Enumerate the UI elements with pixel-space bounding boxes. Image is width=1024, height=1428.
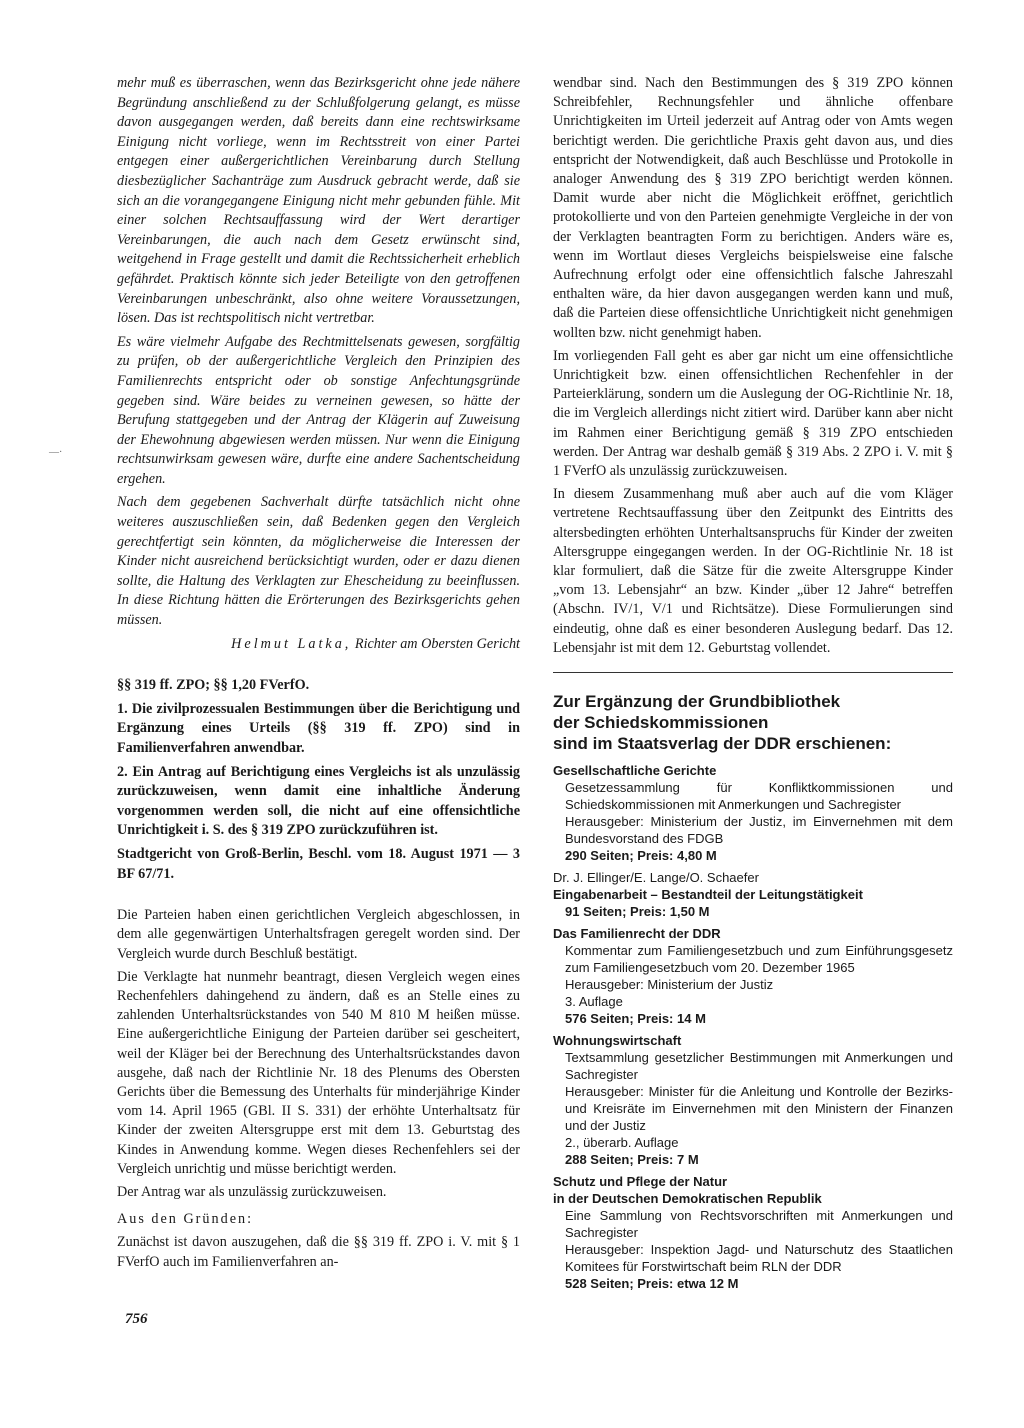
- left-column: [117, 74, 520, 1276]
- book-price: 288 Seiten; Preis: 7 M: [565, 1152, 699, 1168]
- book-price: 528 Seiten; Preis: etwa 12 M: [565, 1276, 739, 1292]
- commentary-paragraph: Es wäre vielmehr Aufgabe des Rechtmittelsenats gewesen, sorgfältig zu prüfen, ob der außergerichtliche Vergleich den Prinzipien des Familienrechts entspricht oder ob sonstige Anfechtungsgründe gegeben sind. Wäre beides zu verneinen gewesen, so hätte der Berufung stattgegeben und der Antrag der Klägerin auf Zuweisung der Ehewohnung abgewiesen werden müssen. Nur wenn die Einigung rechtsunwirksam gewesen wäre, durfte eine andere Sachentscheidung ergehen.: [117, 333, 520, 487]
- commentary-paragraph: mehr muß es überraschen, wenn das Bezirksgericht ohne jede nähere Begründung anschließend zu der Schlußfolgerung gelangt, es müsse davon ausgegangen werden, daß bereits dann eine rechtswirksame Einigung nicht vorliege, wenn im Rechtsstreit von einer Partei entgegen einer außergerichtlichen Vereinbarung durch Stellung diesbezüglicher Sachanträge zum Ausdruck gebracht werde, daß sie sich an die vorangegangene Einigung nicht mehr gebunden fühle. Mit einer solchen Rechtsauffassung wird der Wert derartiger Vereinbarungen, die auch nach dem Gesetz erwünscht sind, weitgehend in Frage gestellt und damit die Rechtssicherheit erheblich gefährdet. Praktisch könnte sich jeder Beteiligte von den getroffenen Vereinbarungen unbeschränkt, also ohne weitere Voraussetzungen, lösen. Das ist rechtspolitisch nicht vertretbar.: [117, 75, 520, 327]
- book-edition: 2., überarb. Auflage: [565, 1135, 679, 1151]
- book-entry: [553, 762, 953, 864]
- book-subtitle: in der Deutschen Demokratischen Republik: [553, 1191, 822, 1207]
- book-title: Eingabenarbeit – Bestandteil der Leitungstätigkeit: [553, 887, 863, 903]
- book-entry: [553, 1173, 953, 1292]
- advertisement: [553, 691, 953, 1292]
- headnote: 1. Die zivilprozessualen Bestimmungen über die Berichtigung und Ergänzung eines Urteils (§§ 319 ff. ZPO) sind in Familienverfahren anwendbar.: [117, 700, 520, 756]
- section-heading: Aus den Gründen:: [117, 1211, 254, 1228]
- advert-title: Zur Ergänzung der Grundbibliothek der Schiedskommissionen sind im Staatsverlag der DDR erschienen:: [553, 692, 892, 754]
- book-description: Gesetzessammlung für Konfliktkommissionen und Schiedskommissionen mit Anmerkungen und Sachregister: [565, 780, 953, 813]
- author-name: Helmut Latka,: [231, 635, 352, 652]
- book-description: Kommentar zum Familiengesetzbuch und zum Einführungsgesetz zum Familiengesetzbuch vom 20. Dezember 1965: [565, 943, 953, 976]
- body-paragraph: Der Antrag war als unzulässig zurückzuweisen.: [117, 1184, 387, 1200]
- book-publisher: Herausgeber: Ministerium der Justiz: [565, 977, 774, 993]
- body-paragraph: Die Parteien haben einen gerichtlichen Vergleich abgeschlossen, in dem alle gegenwärtigen Unterhaltsfragen geregelt worden sind. Der Vergleich wurde durch Beschluß bestätigt.: [117, 907, 520, 962]
- book-description: Eine Sammlung von Rechtsvorschriften mit Anmerkungen und Sachregister: [565, 1208, 953, 1241]
- book-title: Schutz und Pflege der Natur: [553, 1174, 728, 1190]
- book-entry: [553, 925, 953, 1027]
- book-entry: [553, 869, 953, 920]
- book-price: 576 Seiten; Preis: 14 M: [565, 1011, 706, 1027]
- book-publisher: Herausgeber: Ministerium der Justiz, im Einvernehmen mit dem Bundesvorstand des FDGB: [565, 814, 953, 847]
- body-paragraph: Im vorliegenden Fall geht es aber gar nicht um eine offensichtliche Unrichtigkeit bzw. einen offensichtlichen Rechenfehler in der Parteierklärung, sondern um die Auslegung der OG-Richtlinie Nr. 18, die im Vergleich allerdings nicht zitiert wird. Darüber kann aber nicht im Rahmen einer Berichtigung gemäß § 319 ZPO entschieden werden. Der Antrag war deshalb gemäß § 319 Abs. 2 ZPO i. V. mit § 1 FVerfO als unzulässig zurückzuweisen.: [553, 347, 953, 480]
- book-title: Wohnungswirtschaft: [553, 1033, 682, 1049]
- book-title: Gesellschaftliche Gerichte: [553, 763, 717, 779]
- book-title: Das Familienrecht der DDR: [553, 926, 721, 942]
- author-title: Richter am Obersten Gericht: [351, 635, 520, 652]
- commentary-signature: [117, 635, 520, 655]
- page-number: 756: [125, 1311, 148, 1327]
- divider: [553, 672, 953, 673]
- headnote: 2. Ein Antrag auf Berichtigung eines Vergleichs ist als unzulässig zurückzuweisen, wenn damit eine inhaltliche Änderung vorgenommen werden soll, die nicht auf eine offensichtliche Unrichtigkeit i. S. des § 319 ZPO zurückzuführen ist.: [117, 763, 520, 839]
- body-paragraph: wendbar sind. Nach den Bestimmungen des § 319 ZPO können Schreibfehler, Rechnungsfehler und ähnliche offenbare Unrichtigkeiten im Urteil jederzeit auf Antrag oder von Amts wegen berichtigt werden. Die gerichtliche Praxis geht davon aus, und dies entspricht der Notwendigkeit, daß auch Beschlüsse und Protokolle in analoger Anwendung des § 319 ZPO berichtigt werden können. Damit wurde aber nicht die Möglichkeit eröffnet, gerichtlich protokollierte und von den Parteien genehmigte Vergleiche in der von der Verklagten beantragten Form zu berichtigen. Anders wäre es, wenn im Wortlaut dieses Vergleichs beispielsweise eine falsche Aufrechnung erfolgt oder eine offensichtlich falsche Jahreszahl enthalten wäre, da hier davon ausgegangen werden kann und muß, daß die Parteien diese offensichtliche Unrichtigkeit nicht genehmigen wollten bzw. nicht genehmigt haben.: [553, 75, 953, 341]
- body-paragraph: Die Verklagte hat nunmehr beantragt, diesen Vergleich wegen eines Rechenfehlers dahingehend zu ändern, daß es an Stelle eines zu zahlenden Unterhaltsrückstandes von 540 M 810 M heißen müsse. Eine außergerichtliche Einigung der Parteien darüber sei gescheitert, weil der Kläger bei der Berechnung des Unterhaltsrückstandes davon ausgehe, daß nach der Richtlinie Nr. 18 des Plenums des Obersten Gerichts über die Bemessung des Unterhalts für minderjährige Kinder vom 14. April 1965 (GBl. II S. 331) der erhöhte Unterhaltsatz für Kinder der zweiten Altersgruppe erst mit dem 13. Geburtstag des Kindes in Anwendung komme. Wegen dieses Rechenfehlers sei der Vergleich unrichtig und müsse berichtigt werden.: [117, 968, 520, 1177]
- book-price: 91 Seiten; Preis: 1,50 M: [565, 904, 710, 920]
- body-paragraph: Zunächst ist davon auszugehen, daß die §§ 319 ff. ZPO i. V. mit § 1 FVerfO auch im Familienverfahren an-: [117, 1234, 520, 1270]
- book-authors: Dr. J. Ellinger/E. Lange/O. Schaefer: [553, 870, 759, 886]
- margin-mark: —·: [49, 447, 63, 458]
- book-price: 290 Seiten; Preis: 4,80 M: [565, 848, 717, 864]
- book-publisher: Herausgeber: Inspektion Jagd- und Naturschutz des Staatlichen Komitees für Forstwirtschaft beim RLN der DDR: [565, 1242, 953, 1275]
- book-description: Textsammlung gesetzlicher Bestimmungen mit Anmerkungen und Sachregister: [565, 1050, 953, 1083]
- body-paragraph: In diesem Zusammenhang muß aber auch auf die vom Kläger vertretene Rechtsauffassung über den Zeitpunkt des Eintritts des altersbedingten erhöhten Unterhaltsanspruchs für Kinder der zweiten Altersgruppe eingegangen werden. In der OG-Richtlinie Nr. 18 ist klar formuliert, daß die Sätze für die zweite Altersgruppe Kinder „vom 13. Lebensjahr“ an bzw. Kinder „über 12 Jahre“ betreffen (Abschn. IV/1, V/1 und Richtsätze). Diese Formulierungen sind eindeutig, ohne daß es einer besonderen Auslegung bedarf. Das 12. Lebensjahr ist mit dem 12. Geburtstag vollendet.: [553, 486, 953, 656]
- commentary-paragraph: Nach dem gegebenen Sachverhalt dürfte tatsächlich nicht ohne weiteres auszuschließen sein, daß Bedenken gegen den Vergleich gerechtfertigt sein könnten, da möglicherweise die Interessen der Kinder nicht ausreichend berücksichtigt wurden, oder er dazu dienen sollte, die Haltung des Verklagten zur Ehescheidung zu beeinflussen. In diese Richtung hätten die Erörterungen des Bezirksgerichts gehen müssen.: [117, 494, 520, 629]
- law-references: §§ 319 ff. ZPO; §§ 1,20 FVerfO.: [117, 677, 310, 694]
- book-entry: [553, 1032, 953, 1168]
- book-edition: 3. Auflage: [565, 994, 623, 1010]
- book-publisher: Herausgeber: Minister für die Anleitung und Kontrolle der Bezirks- und Kreisräte im Einvernehmen mit den Ministern der Finanzen und der Justiz: [565, 1084, 953, 1134]
- court-citation: Stadtgericht von Groß-Berlin, Beschl. vom 18. August 1971 — 3 BF 67/71.: [117, 845, 520, 882]
- right-column: [553, 74, 953, 1292]
